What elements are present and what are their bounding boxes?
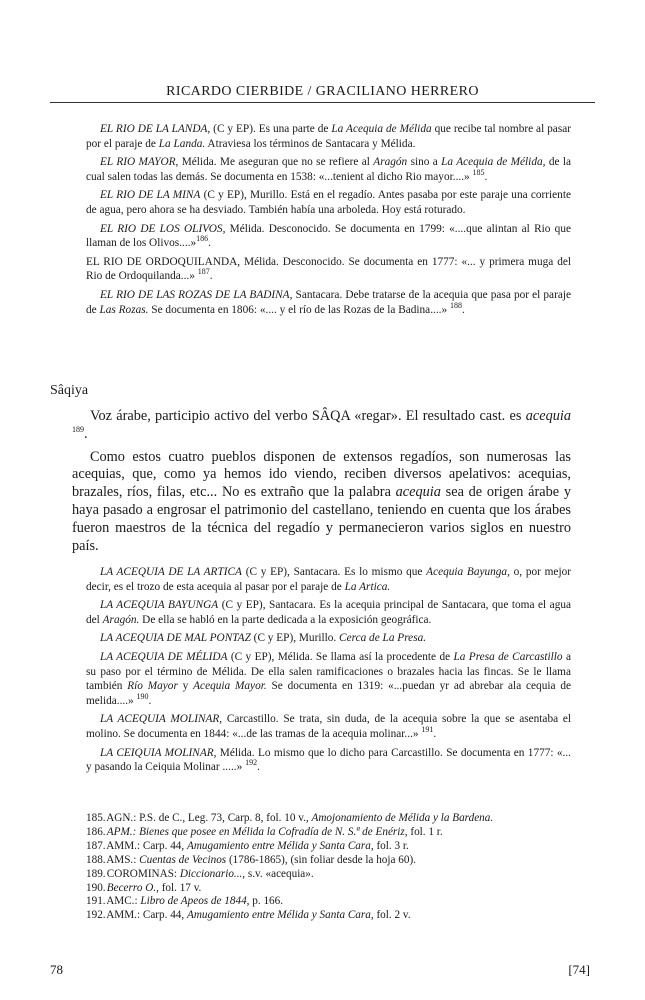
entries-top: [86, 122, 571, 321]
text-run: (C y EP), Santacara. Es la acequia principal de Santacara, que toma el agua del: [86, 599, 572, 626]
entries-bottom: [86, 565, 571, 779]
text-run: (C y EP), Mélida. Se llama así la procedente de: [227, 650, 454, 663]
text-run: Mélida. Lo mismo que lo dicho para Carcastillo. Se documenta en 1777: «... y pasando la Ceiquia Molinar .....»: [86, 746, 572, 774]
footnote: [86, 840, 571, 854]
italic-text: Cerca de La Presa.: [339, 632, 427, 645]
italic-text: EL RIO DE LA MINA: [100, 189, 201, 202]
footnote-number: 192.: [86, 909, 106, 922]
italic-text: Aragón.: [102, 613, 140, 626]
italic-text: Cuentas de Vecinos: [139, 853, 227, 866]
italic-text: LA ACEQUIA DE MAL PONTAZ: [100, 632, 251, 645]
footnote-ref: 191: [421, 725, 434, 735]
text-run: Se documenta en 1806: «.... y el río de las Rozas de la Badina....»: [148, 303, 450, 316]
running-header: RICARDO CIERBIDE / GRACILIANO HERRERO: [50, 84, 595, 103]
toponym-entry: [86, 188, 571, 217]
text-run: .: [433, 727, 437, 740]
italic-text: LA ACEQUIA BAYUNGA: [100, 599, 219, 612]
italic-text: Acequia Bayunga,: [426, 566, 510, 578]
footnote-ref: 187: [197, 267, 210, 277]
italic-text: APM.: Bienes que posee en Mélida la Cofradía de N. S.ª de Enériz,: [106, 825, 408, 838]
text-run: fol. 3 r.: [373, 839, 409, 852]
text-run: Mélida. Desconocido. Se documenta en 1799: «....que alintan al Rio que llaman de los Olivos....»: [86, 222, 571, 250]
toponym-entry: [86, 598, 571, 627]
footnote-number: 191.: [86, 895, 106, 908]
footnote: [86, 854, 571, 868]
footnote-number: 189.: [86, 867, 106, 880]
italic-text: La Landa.: [158, 137, 206, 150]
italic-text: EL RIO DE LAS ROZAS DE LA BADINA,: [100, 288, 293, 301]
text-run: Voz árabe, participio activo del verbo SÂQA «regar». El resultado cast. es: [90, 408, 526, 424]
italic-text: Río Mayor: [127, 680, 178, 693]
text-run: AMS.:: [106, 853, 140, 866]
footnote-ref: 185: [472, 168, 485, 178]
toponym-entry: [86, 288, 571, 317]
text-run: De ella se habló en la parte dedicada a la exposición geográfica.: [139, 613, 432, 626]
toponym-entry: [86, 255, 571, 284]
text-run: (C y EP). Es una parte de: [210, 123, 332, 135]
text-run: .: [484, 170, 488, 183]
text-run: s.v. «acequia».: [245, 867, 314, 880]
italic-text: LA ACEQUIA DE MÉLIDA: [100, 650, 228, 663]
text-run: Carcastillo. Se trata, sin duda, de la acequia sobre la que se asentaba el molino. Se documenta en 1844: «...de las tramas de la acequia molinar...»: [86, 713, 571, 740]
text-run: COROMINAS:: [106, 867, 180, 880]
page-number: 78: [50, 962, 63, 977]
text-run: que recibe tal nombre al pasar por el paraje de: [86, 123, 571, 150]
italic-text: Amugamiento entre Mélida y Santa Cara,: [187, 839, 374, 852]
text-run: .: [257, 761, 260, 774]
text-run: Mélida. Me aseguran que no se refiere al: [178, 156, 374, 169]
toponym-entry: [86, 650, 571, 708]
text-run: EL RIO DE ORDOQUILANDA, Mélida. Desconocido. Se documenta en 1777: «... y primera muga del Rio de Ordoquilanda...»: [86, 255, 571, 283]
italic-text: LA ACEQUIA MOLINAR,: [100, 713, 223, 726]
footnote-ref: 186: [196, 234, 209, 244]
text-run: Se documenta en 1319: «...puedan yr ad abrebar ala cequia de melida....»: [86, 680, 571, 707]
text-run: sea de origen árabe y haya pasado a engrosar el patrimonio del castellano, teniendo en cuenta que los árabes fueron maestros de la técnica del regadío y permanecieron varios siglos en nuestro país.: [72, 484, 571, 554]
footnote: [86, 909, 571, 923]
page-number-bracketed: [74]: [568, 962, 590, 977]
footnote-number: 188.: [86, 853, 106, 866]
body-paragraph: [72, 408, 571, 444]
text-run: p. 166.: [249, 895, 284, 908]
italic-text: Amugamiento entre Mélida y Santa Cara,: [187, 909, 374, 922]
italic-text: Las Rozas.: [99, 303, 149, 316]
footnote-ref: 189: [72, 425, 84, 435]
text-run: AMC.:: [106, 895, 141, 908]
text-run: .: [84, 425, 88, 442]
section-heading: Sâqiya: [50, 383, 89, 398]
text-run: (C y EP), Murillo. Está en el regadío. Antes pasaba por este paraje una corriente de agua, pero ahora se ha desviado. También había una arboleda. Hoy está roturado.: [86, 189, 571, 216]
italic-text: LA ACEQUIA DE LA ARTICA: [100, 566, 242, 578]
footnote: [86, 895, 571, 909]
footnote-number: 185.: [86, 812, 106, 824]
text-run: Atraviesa los términos de Santacara y Mélida.: [205, 137, 416, 150]
text-run: (C y EP), Santacara. Es lo mismo que: [241, 566, 427, 578]
italic-text: La Artica.: [344, 580, 391, 593]
italic-text: acequia: [395, 484, 441, 501]
text-run: AMM.: Carp. 44,: [106, 909, 187, 922]
italic-text: Amojonamiento de Mélida y la Bardena.: [311, 812, 494, 824]
italic-text: LA CEIQUIA MOLINAR,: [100, 746, 217, 759]
text-run: .: [208, 237, 211, 250]
text-run: .: [209, 270, 213, 283]
toponym-entry: [86, 631, 571, 646]
text-run: y: [177, 680, 194, 693]
text-run: Como estos cuatro pueblos disponen de extensos regadíos, son numerosas las acequias, que, como ya hemos ido viendo, reciben diversos apelativos: acequias, brazales, ríos, filas, etc... No es extraño que la palabra: [72, 448, 571, 501]
footnote: [86, 882, 571, 896]
text-run: o, por mejor decir, es el trozo de esta acequia al pasar por el paraje de: [86, 566, 571, 593]
footnote: [86, 826, 571, 840]
text-run: a su paso por el término de Mélida. De ella salen ramificaciones o brazales hacia las fincas. Se le llama también: [86, 650, 571, 693]
text-run: de la cual salen todas las demás. Se documenta en 1538: «...tenient al dicho Rio mayor....»: [86, 156, 571, 183]
footnote-ref: 188: [449, 300, 462, 310]
italic-text: EL RIO MAYOR,: [100, 156, 179, 169]
italic-text: La Acequia de Mélida,: [441, 156, 546, 169]
italic-text: EL RIO DE LA LANDA,: [100, 123, 211, 135]
italic-text: acequia: [525, 408, 571, 424]
footnote-number: 190.: [86, 881, 106, 894]
italic-text: La Presa de Carcastillo: [453, 650, 563, 663]
toponym-entry: [86, 122, 571, 151]
text-run: .: [148, 694, 152, 707]
footnotes: [86, 812, 571, 923]
italic-text: Diccionario...,: [179, 867, 246, 880]
italic-text: Libro de Apeos de 1844,: [140, 895, 250, 908]
text-run: fol. 1 r.: [407, 825, 443, 838]
footnote-number: 187.: [86, 839, 106, 852]
toponym-entry: [86, 746, 571, 775]
text-run: Santacara. Debe tratarse de la acequia que pasa por el paraje de: [86, 288, 571, 316]
body-paragraph: [72, 449, 571, 556]
footnote-number: 186.: [86, 825, 106, 838]
italic-text: Becerro O.,: [106, 881, 159, 894]
toponym-entry: [86, 155, 571, 184]
text-run: fol. 2 v.: [373, 909, 411, 922]
text-run: fol. 17 v.: [158, 881, 202, 894]
footnote-ref: 190: [136, 691, 149, 701]
italic-text: Aragón: [373, 156, 408, 169]
toponym-entry: [86, 712, 571, 741]
footnote-ref: 192: [245, 758, 258, 768]
body-text: [72, 408, 571, 560]
text-run: AMM.: Carp. 44,: [106, 839, 187, 852]
footnote: [86, 812, 571, 826]
text-run: .: [461, 303, 465, 316]
text-run: AGN.: P.S. de C., Leg. 73, Carp. 8, fol. 10 v.,: [106, 812, 312, 824]
italic-text: La Acequia de Mélida: [331, 123, 432, 135]
footnote: [86, 868, 571, 882]
italic-text: Acequia Mayor.: [193, 680, 267, 693]
italic-text: EL RIO DE LOS OLIVOS,: [100, 222, 226, 235]
toponym-entry: [86, 222, 571, 251]
toponym-entry: [86, 565, 571, 594]
text-run: (C y EP), Murillo.: [250, 632, 340, 645]
text-run: sino a: [407, 156, 442, 169]
text-run: (1786-1865), (sin foliar desde la hoja 60).: [226, 853, 416, 866]
